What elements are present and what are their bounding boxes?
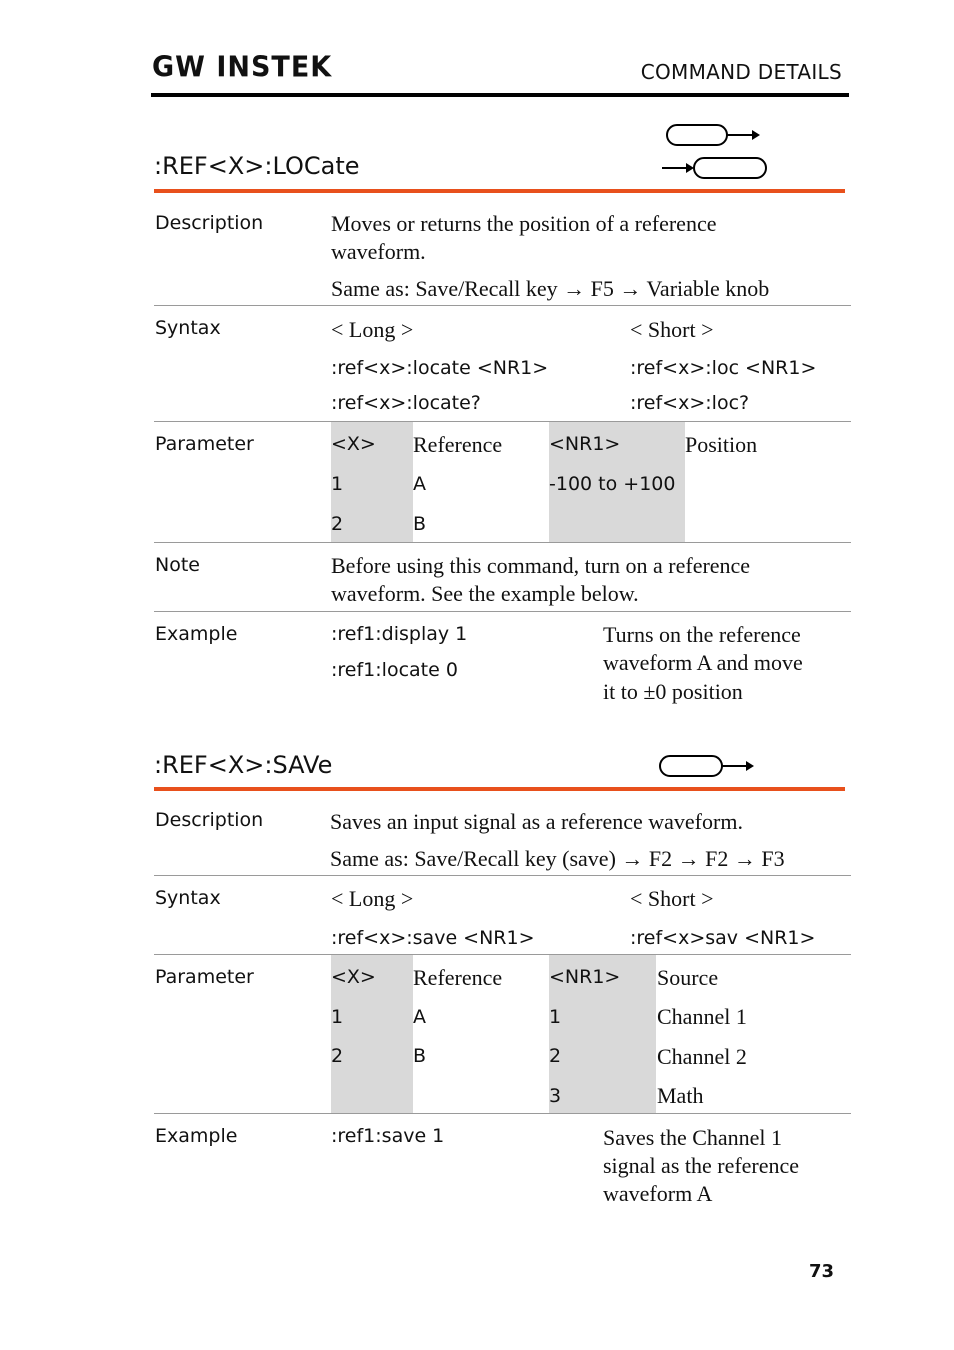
set-arrow-head [686, 163, 694, 173]
title-underline [154, 189, 845, 193]
row-separator [154, 305, 851, 306]
param-head-nr1: <NR1> [549, 433, 621, 455]
note-text-1: Before using this command, turn on a reference [331, 553, 751, 578]
set-box-shape [660, 756, 722, 776]
description-text-1: Saves an input signal as a reference waveform. [330, 809, 743, 834]
param-ref-value-1: A [413, 473, 426, 495]
row-separator [154, 421, 851, 422]
description-text-1: Moves or returns the position of a reference [331, 211, 717, 236]
gw-instek-logo: GW INSTEK [152, 51, 333, 84]
example-desc-2: signal as the reference [603, 1153, 800, 1178]
set-box-shape [694, 158, 766, 178]
param-head-source: Source [657, 965, 719, 990]
param-nr1-value-1: 1 [549, 1006, 562, 1028]
example-label: Example [155, 623, 238, 645]
param-nr1-value-2: 2 [549, 1045, 562, 1067]
syntax-long-header: < Long > [331, 886, 414, 911]
example-command-2: :ref1:locate 0 [331, 659, 458, 681]
example-desc-1: Turns on the reference [603, 622, 801, 647]
param-x-value-1: 1 [331, 1006, 344, 1028]
param-source-value-2: Channel 2 [657, 1044, 747, 1069]
row-separator [154, 875, 851, 876]
param-x-value-2: 2 [331, 1045, 344, 1067]
syntax-short-header: < Short > [630, 886, 714, 911]
section-title: COMMAND DETAILS [640, 60, 842, 84]
param-ref-value-2: B [413, 513, 427, 535]
param-source-value-3: Math [657, 1083, 704, 1108]
example-command-1: :ref1:save 1 [331, 1125, 445, 1147]
description-label: Description [155, 809, 264, 831]
param-x-value-2: 2 [331, 513, 344, 535]
syntax-long-set: :ref<x>:save <NR1> [331, 927, 535, 949]
param-head-position: Position [685, 432, 758, 457]
example-desc-2: waveform A and move [603, 650, 803, 675]
example-desc-3: waveform A [603, 1181, 713, 1206]
set-query-icon [660, 122, 770, 182]
row-separator [154, 611, 851, 612]
example-command-1: :ref1:display 1 [331, 623, 468, 645]
param-x-value-1: 1 [331, 473, 344, 495]
note-text-2: waveform. See the example below. [331, 581, 639, 606]
example-desc-3: it to ±0 position [603, 679, 743, 704]
param-head-reference: Reference [413, 965, 503, 990]
note-label: Note [155, 554, 200, 576]
syntax-short-set: :ref<x>sav <NR1> [630, 927, 816, 949]
query-arrow-head [752, 130, 760, 140]
syntax-short-set: :ref<x>:loc <NR1> [630, 357, 817, 379]
row-separator [154, 954, 851, 955]
parameter-label: Parameter [155, 433, 254, 455]
syntax-long-query: :ref<x>:locate? [331, 392, 481, 414]
syntax-long-header: < Long > [331, 317, 414, 342]
header-rule [151, 93, 849, 97]
syntax-short-query: :ref<x>:loc? [630, 392, 750, 414]
set-arrow-head [746, 761, 754, 771]
description-text-2: waveform. [331, 239, 426, 264]
syntax-label: Syntax [155, 317, 221, 339]
row-separator [154, 1113, 851, 1114]
title-underline [154, 787, 845, 791]
param-head-reference: Reference [413, 432, 503, 457]
syntax-long-set: :ref<x>:locate <NR1> [331, 357, 549, 379]
syntax-label: Syntax [155, 887, 221, 909]
description-label: Description [155, 212, 264, 234]
param-ref-value-1: A [413, 1006, 426, 1028]
param-head-x: <X> [331, 433, 376, 455]
example-label: Example [155, 1125, 238, 1147]
set-only-icon [655, 752, 765, 782]
param-nr1-value-3: 3 [549, 1085, 562, 1107]
same-as-text: Same as: Save/Recall key → F5 → Variable knob [331, 276, 770, 301]
same-as-text: Same as: Save/Recall key (save) → F2 → F2 → F3 [330, 846, 785, 871]
example-desc-1: Saves the Channel 1 [603, 1125, 783, 1150]
syntax-short-header: < Short > [630, 317, 714, 342]
param-ref-value-2: B [413, 1045, 427, 1067]
parameter-label: Parameter [155, 966, 254, 988]
row-separator [154, 542, 851, 543]
command-title-save: :REF<X>:SAVe [154, 751, 333, 779]
command-title-locate: :REF<X>:LOCate [154, 152, 360, 180]
param-head-nr1: <NR1> [549, 966, 621, 988]
param-source-value-1: Channel 1 [657, 1004, 747, 1029]
param-head-x: <X> [331, 966, 376, 988]
param-nr1-range: -100 to +100 [549, 473, 676, 495]
page-number: 73 [808, 1261, 834, 1282]
query-box-shape [667, 125, 727, 145]
